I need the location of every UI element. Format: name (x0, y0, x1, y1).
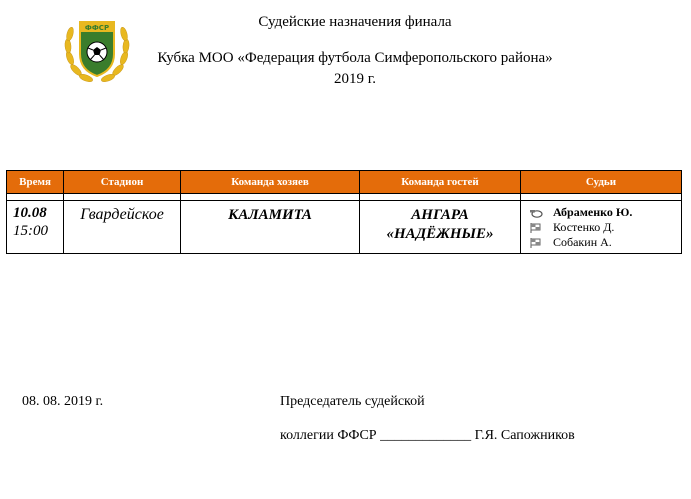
signature-line: коллегии ФФСР _____________ Г.Я. Сапожников (280, 428, 575, 443)
spacer-cell (181, 194, 360, 201)
column-header-home-team: Команда хозяев (181, 171, 360, 194)
flag-icon (529, 223, 543, 233)
match-date: 10.08 (13, 205, 47, 221)
ffsr-logo (60, 8, 134, 88)
home-team-name: КАЛАМИТА (228, 207, 312, 223)
referee-assistant (521, 220, 681, 235)
table-row (7, 201, 682, 254)
document-date: 08. 08. 2019 г. (22, 394, 104, 409)
away-team-cell (360, 201, 521, 254)
column-header-referees: Судьи (521, 171, 682, 194)
column-header-away-team: Команда гостей (360, 171, 521, 194)
table-header-row (7, 171, 682, 194)
referee-name: Костенко Д. (553, 220, 615, 234)
table-spacer-row (7, 194, 682, 201)
referee-main (521, 205, 681, 220)
referee-name: Абраменко Ю. (553, 205, 633, 219)
away-team-name: АНГАРА «НАДЁЖНЫЕ» (386, 207, 494, 242)
referee-assistant (521, 235, 681, 250)
spacer-cell (7, 194, 64, 201)
svg-text:ФФСР: ФФСР (84, 24, 110, 32)
spacer-cell (360, 194, 521, 201)
match-time: 15:00 (13, 223, 48, 239)
schedule-table (6, 170, 682, 254)
document-subtitle: Кубка МОО «Федерация футбола Симферопольского района» 2019 г. (157, 50, 553, 87)
time-cell (7, 201, 64, 254)
spacer-cell (64, 194, 181, 201)
referees-cell (521, 201, 682, 254)
column-header-time: Время (7, 171, 64, 194)
stadium-cell (64, 201, 181, 254)
column-header-stadium: Стадион (64, 171, 181, 194)
flag-icon (529, 238, 543, 248)
referee-name: Собакин А. (553, 235, 612, 249)
spacer-cell (521, 194, 682, 201)
home-team-cell (181, 201, 360, 254)
whistle-icon (529, 208, 543, 218)
document-title: Судейские назначения финала (258, 14, 452, 30)
stadium-name: Гвардейское (80, 206, 164, 223)
signature-title: Председатель судейской (280, 394, 425, 409)
